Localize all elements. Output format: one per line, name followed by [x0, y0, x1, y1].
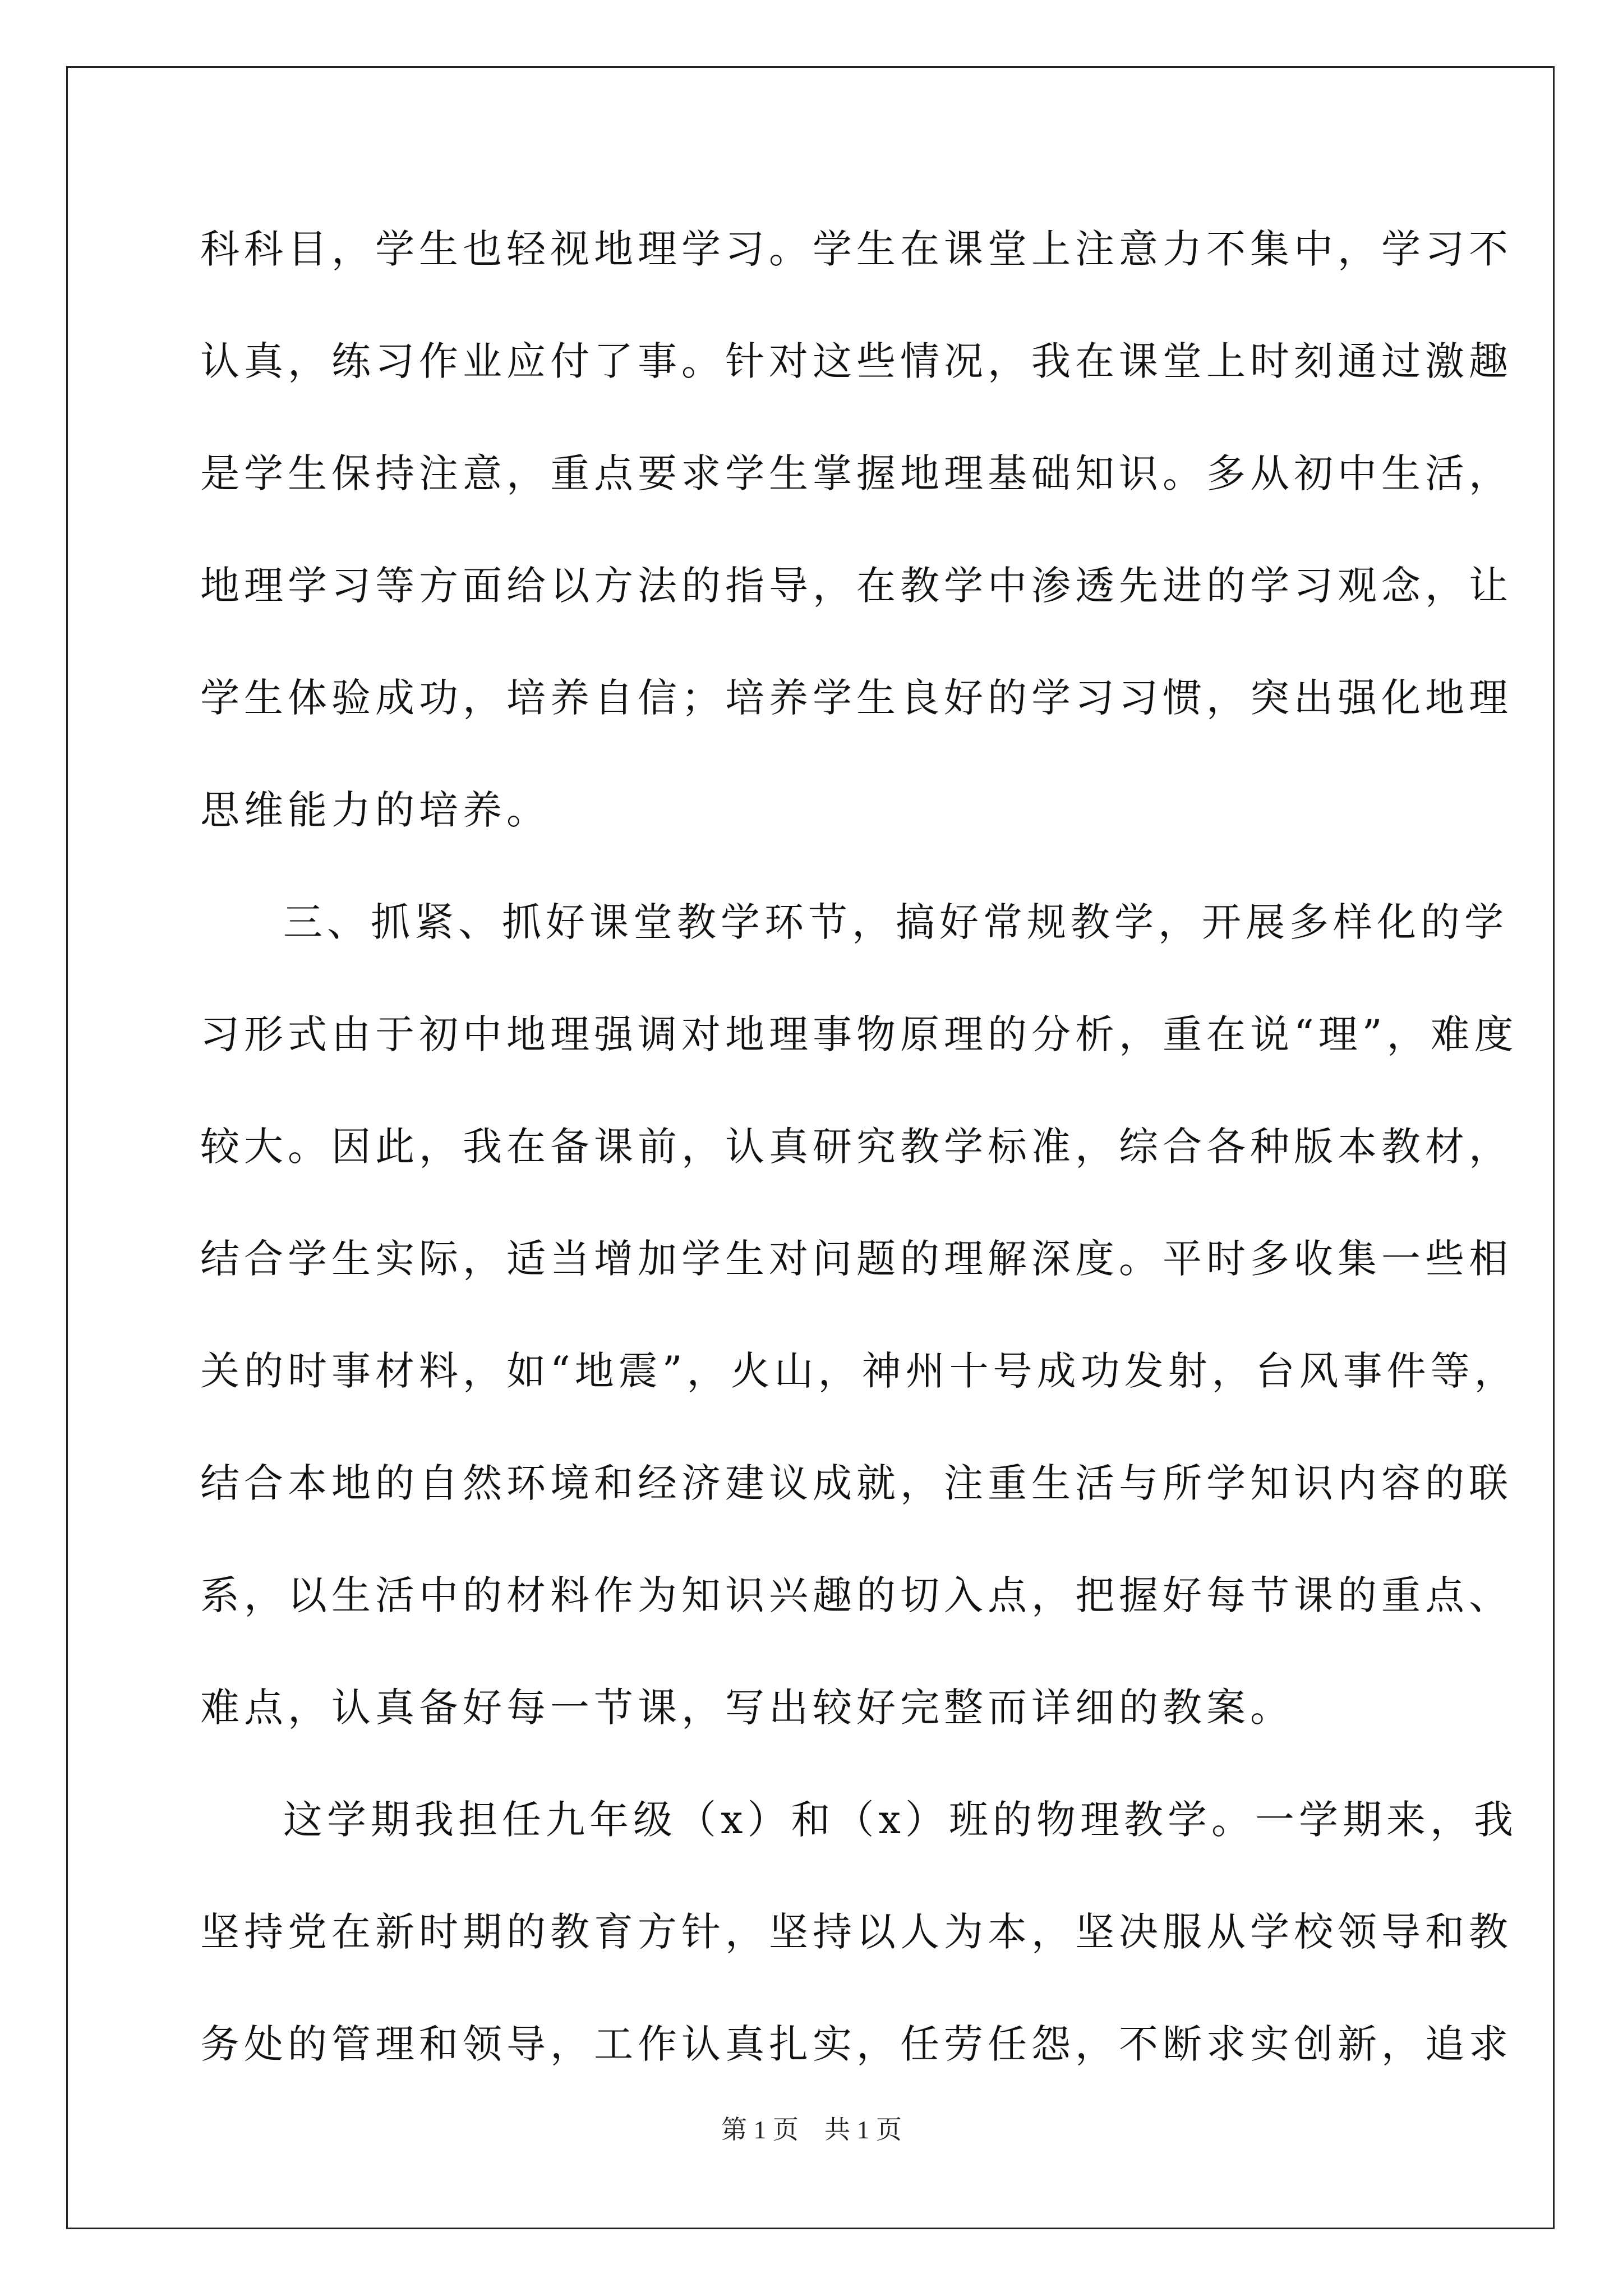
paragraph-start-line: 这学期我担任九年级（x）和（x）班的物理教学。一学期来，我: [283, 1797, 1518, 1843]
text-line: 务处的管理和领导，工作认真扎实，任劳任怨，不断求实创新，追求: [200, 2021, 1513, 2067]
text-line: 认真，练习作业应付了事。针对这些情况，我在课堂上时刻通过激趣: [200, 338, 1513, 384]
text-line: 难点，认真备好每一节课，写出较好完整而详细的教案。: [200, 1685, 1294, 1731]
text-line: 习形式由于初中地理强调对地理事物原理的分析，重在说“理”，难度: [200, 1011, 1518, 1057]
paragraph-start-line: 三、抓紧、抓好课堂教学环节，搞好常规教学，开展多样化的学: [283, 899, 1508, 945]
text-line: 结合学生实际，适当增加学生对问题的理解深度。平时多收集一些相: [200, 1236, 1513, 1282]
text-line: 地理学习等方面给以方法的指导，在教学中渗透先进的学习观念，让: [200, 563, 1513, 609]
text-line: 思维能力的培养。: [200, 787, 550, 833]
page-number-footer: 第 1 页 共 1 页: [721, 2115, 902, 2144]
text-line: 结合本地的自然环境和经济建议成就，注重生活与所学知识内容的联: [200, 1460, 1513, 1506]
text-line: 较大。因此，我在备课前，认真研究教学标准，综合各种版本教材，: [200, 1124, 1513, 1170]
text-line: 科科目，学生也轻视地理学习。学生在课堂上注意力不集中，学习不: [200, 226, 1513, 272]
document-body: [200, 219, 1518, 2126]
text-line: 学生体验成功，培养自信；培养学生良好的学习习惯，突出强化地理: [200, 675, 1513, 721]
text-line: 是学生保持注意，重点要求学生掌握地理基础知识。多从初中生活，: [200, 450, 1513, 496]
text-line: 坚持党在新时期的教育方针，坚持以人为本，坚决服从学校领导和教: [200, 1909, 1513, 1955]
text-line: 系，以生活中的材料作为知识兴趣的切入点，把握好每节课的重点、: [200, 1572, 1513, 1618]
text-line: 关的时事材料，如“地震”，火山，神州十号成功发射，台风事件等，: [200, 1348, 1518, 1394]
